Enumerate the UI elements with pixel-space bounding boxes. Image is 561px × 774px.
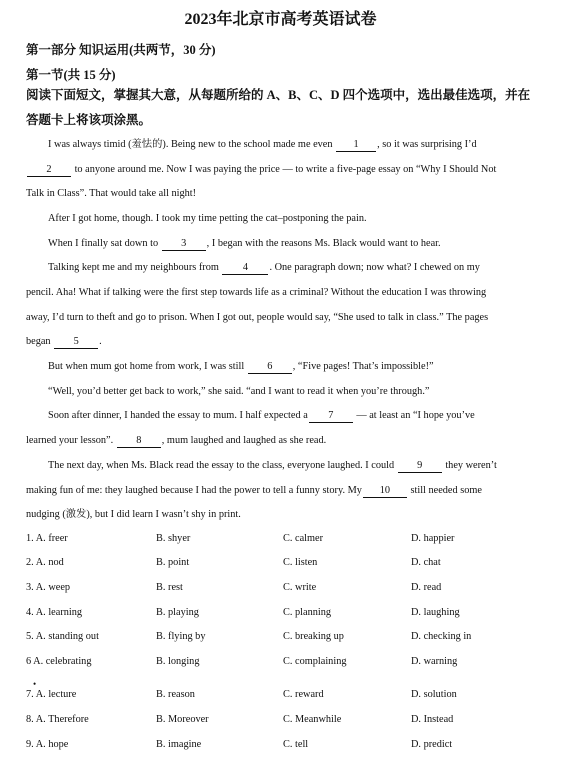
question-1-option-d[interactable]: D. happier: [411, 533, 455, 544]
question-4-option-a[interactable]: 4. A. learning: [26, 607, 83, 618]
passage-line: pencil. Aha! What if talking were the first step towards life as a criminal? Without the education I was throwing: [26, 287, 487, 298]
question-6-option-c[interactable]: C. complaining: [283, 656, 347, 667]
question-2-option-c[interactable]: C. listen: [283, 557, 318, 568]
passage-line: nudging (激发), but I did learn I wasn’t shy in print.: [26, 509, 241, 520]
blank-2: 2: [27, 164, 71, 177]
question-8-option-c[interactable]: C. Meanwhile: [283, 714, 342, 725]
passage-line: learned your lesson”. 8 , mum laughed and laughed as she read.: [26, 435, 327, 446]
question-7-option-b[interactable]: B. reason: [156, 689, 195, 700]
question-5-option-d[interactable]: D. checking in: [411, 631, 472, 642]
question-2-option-d[interactable]: D. chat: [411, 557, 441, 568]
passage-line: After I got home, though. I took my time petting the cat–postponing the pain.: [48, 213, 367, 224]
question-4-option-b[interactable]: B. playing: [156, 607, 199, 618]
question-5-option-a[interactable]: 5. A. standing out: [26, 631, 99, 642]
passage-line: 2 to anyone around me. Now I was paying the price — to write a five-page essay on “Why I Should Not: [26, 163, 541, 177]
passage-line: I was always timid (羞怯的). Being new to the school made me even 1 , so it was surprising I’d: [48, 139, 477, 150]
question-7-option-a[interactable]: 7. A. lecture: [26, 689, 77, 700]
question-9-option-d[interactable]: D. predict: [411, 739, 453, 750]
stray-dot-mark: •: [33, 679, 37, 689]
passage-line: away, I’d turn to theft and go to prison. When I got out, people would say, “She used to talk in class.” The pages: [26, 312, 489, 323]
passage-line: “Well, you’d better get back to work,” she said. “and I want to read it when you’re through.”: [48, 386, 430, 397]
passage-line: making fun of me: they laughed because I had the power to tell a funny story. My 10 still needed some: [26, 485, 482, 496]
question-3-option-c[interactable]: C. write: [283, 582, 317, 593]
question-9-option-b[interactable]: B. imagine: [156, 739, 202, 750]
question-7-option-c[interactable]: C. reward: [283, 689, 324, 700]
passage-line: When I finally sat down to 3 , I began with the reasons Ms. Black would want to hear.: [48, 238, 441, 249]
question-6-option-d[interactable]: D. warning: [411, 656, 458, 667]
instruction-text: 阅读下面短文，掌握其大意，从每题所给的 A、B、C、D 四个选项中，选出最佳选项，并在答题卡上将该项涂黑。: [26, 88, 531, 127]
question-6-option-a[interactable]: 6 A. celebrating: [26, 656, 92, 667]
question-5-option-b[interactable]: B. flying by: [156, 631, 206, 642]
blank-10: 10: [363, 485, 407, 498]
blank-7: 7: [309, 410, 353, 423]
question-1-option-b[interactable]: B. shyer: [156, 533, 191, 544]
question-6-option-b[interactable]: B. longing: [156, 656, 200, 667]
question-8-option-a[interactable]: 8. A. Therefore: [26, 714, 89, 725]
question-9-option-a[interactable]: 9. A. hope: [26, 739, 69, 750]
blank-4: 4: [222, 262, 268, 275]
passage-line: Talk in Class”. That would take all night!: [26, 188, 197, 199]
blank-5: 5: [54, 336, 98, 349]
question-3-option-a[interactable]: 3. A. weep: [26, 582, 71, 593]
passage-line: But when mum got home from work, I was still 6 , “Five pages! That’s impossible!”: [48, 361, 434, 372]
question-4-option-c[interactable]: C. planning: [283, 607, 332, 618]
question-2-option-b[interactable]: B. point: [156, 557, 190, 568]
passage-line: began 5 .: [26, 336, 102, 347]
section-heading: 第一节(共 15 分): [26, 68, 116, 82]
question-3-option-b[interactable]: B. rest: [156, 582, 183, 593]
question-9-option-c[interactable]: C. tell: [283, 739, 309, 750]
blank-3: 3: [162, 238, 206, 251]
blank-8: 8: [117, 435, 161, 448]
blank-9: 9: [398, 460, 442, 473]
blank-6: 6: [248, 361, 292, 374]
question-5-option-c[interactable]: C. breaking up: [283, 631, 344, 642]
question-8-option-d[interactable]: D. Instead: [411, 714, 454, 725]
question-4-option-d[interactable]: D. laughing: [411, 607, 460, 618]
question-8-option-b[interactable]: B. Moreover: [156, 714, 209, 725]
passage-line: Soon after dinner, I handed the essay to mum. I half expected a 7 — at least an “I hope you’ve: [48, 410, 475, 421]
question-1-option-a[interactable]: 1. A. freer: [26, 533, 68, 544]
passage-line: The next day, when Ms. Black read the essay to the class, everyone laughed. I could 9 they weren’t: [48, 460, 497, 471]
passage-line: Talking kept me and my neighbours from 4 . One paragraph down; now what? I chewed on my: [48, 262, 480, 273]
question-3-option-d[interactable]: D. read: [411, 582, 442, 593]
question-1-option-c[interactable]: C. calmer: [283, 533, 324, 544]
page-title: 2023年北京市高考英语试卷: [184, 11, 377, 28]
blank-1: 1: [336, 139, 376, 152]
question-2-option-a[interactable]: 2. A. nod: [26, 557, 64, 568]
question-7-option-d[interactable]: D. solution: [411, 689, 457, 700]
part-heading: 第一部分 知识运用(共两节，30 分): [26, 43, 216, 57]
